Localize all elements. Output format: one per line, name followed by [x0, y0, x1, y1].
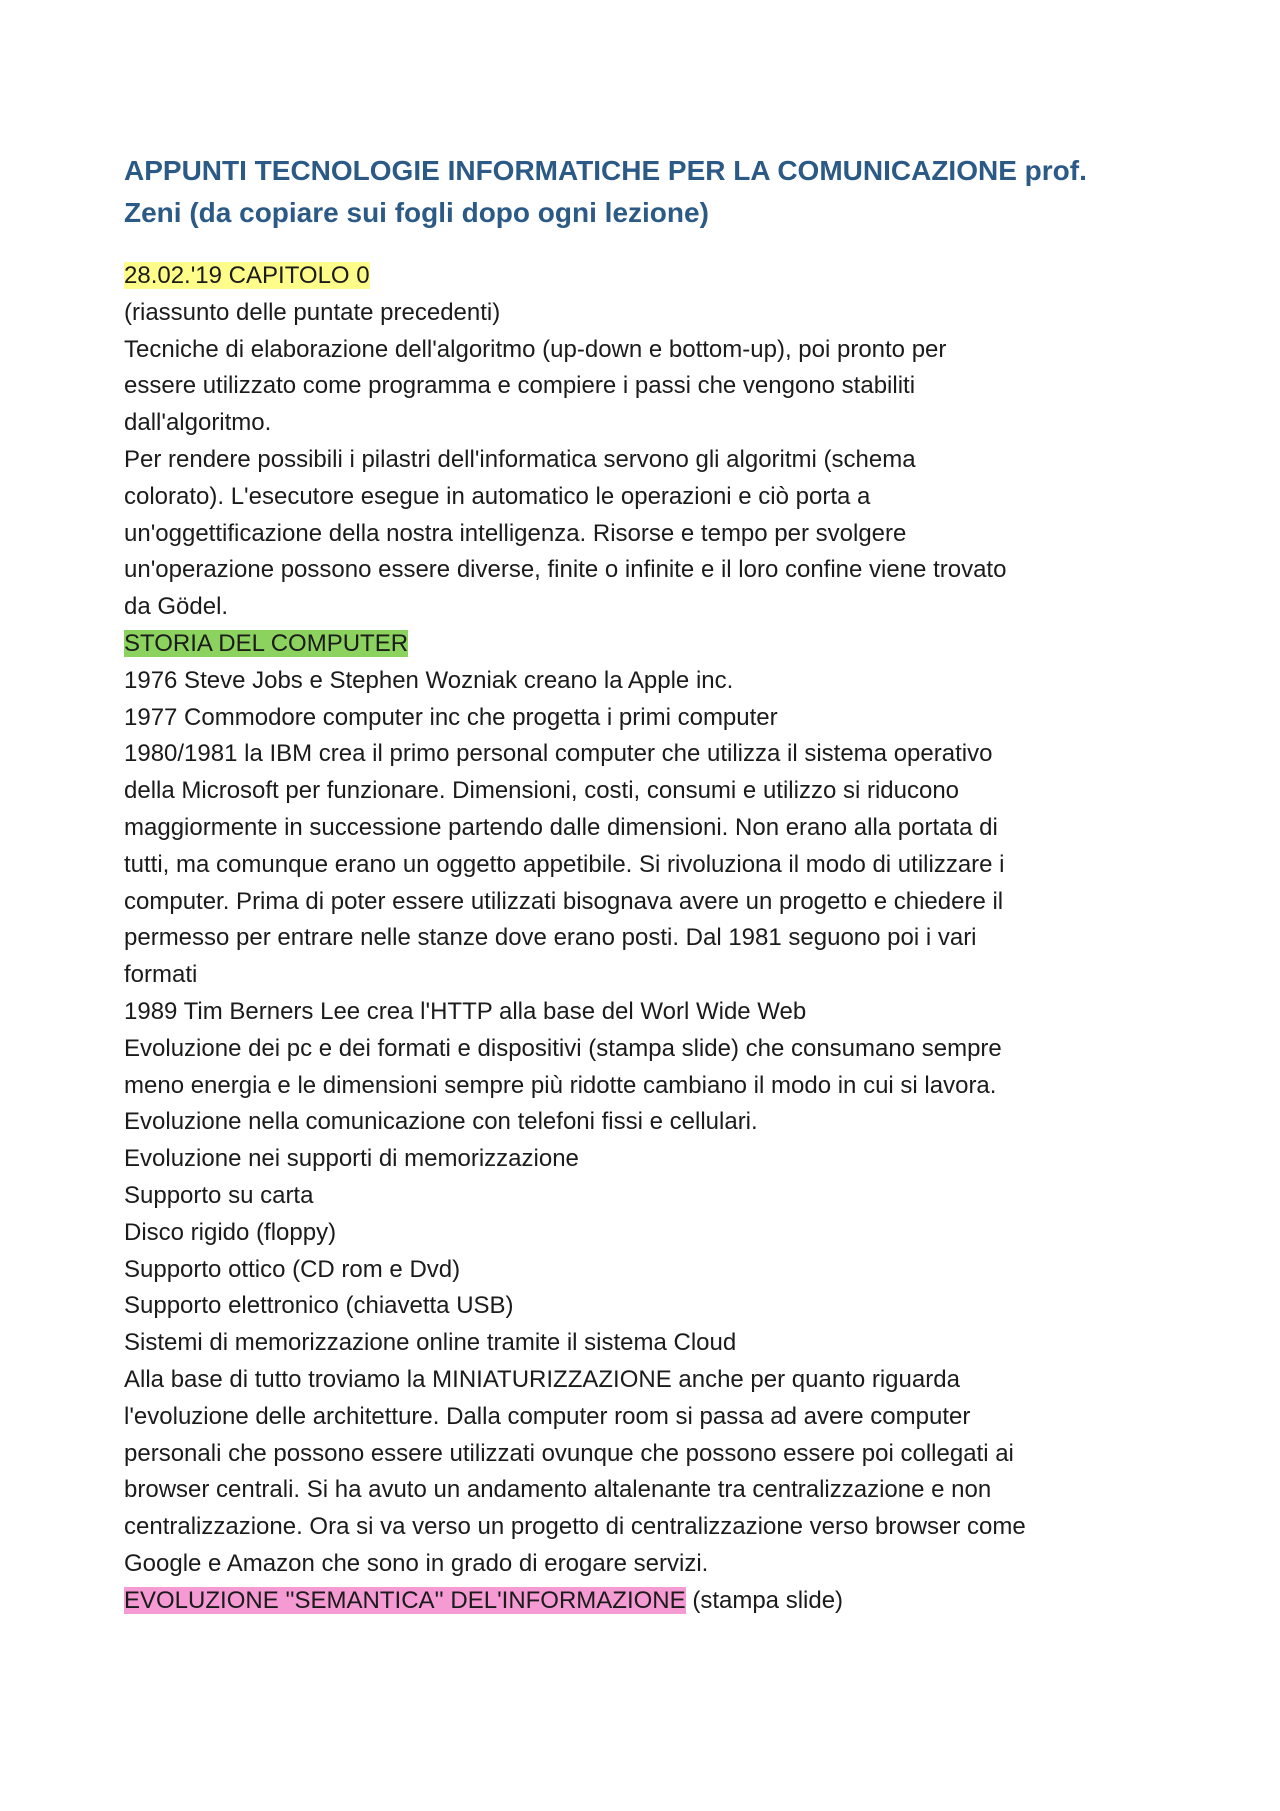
text-line: meno energia e le dimensioni sempre più ridotte cambiano il modo in cui si lavora.: [124, 1071, 997, 1099]
history-paragraph: [124, 663, 1164, 1583]
text-line: un'operazione possono essere diverse, finite o infinite e il loro confine viene trovato: [124, 556, 1007, 584]
text-line: essere utilizzato come programma e compiere i passi che vengono stabiliti: [124, 372, 916, 400]
text-line: maggiormente in successione partendo dalle dimensioni. Non erano alla portata di: [124, 813, 998, 841]
title-line: APPUNTI TECNOLOGIE INFORMATICHE PER LA COMUNICAZIONE prof.: [124, 155, 1087, 186]
text-line: formati: [124, 961, 198, 989]
text-line: Evoluzione nei supporti di memorizzazione: [124, 1145, 579, 1173]
semantic-heading-highlight: EVOLUZIONE ''SEMANTICA'' DEL'INFORMAZIONE: [124, 1586, 686, 1614]
text-line: dall'algoritmo.: [124, 409, 272, 437]
text-line: personali che possono essere utilizzati ovunque che possono essere poi collegati ai: [124, 1439, 1014, 1467]
section-date-line: [124, 258, 1164, 295]
text-line: da Gödel.: [124, 593, 229, 621]
text-line: Sistemi di memorizzazione online tramite il sistema Cloud: [124, 1329, 737, 1357]
text-line: Supporto ottico (CD rom e Dvd): [124, 1255, 461, 1283]
text-line: 1989 Tim Berners Lee crea l'HTTP alla base del Worl Wide Web: [124, 997, 807, 1025]
text-line: Supporto elettronico (chiavetta USB): [124, 1292, 514, 1320]
text-line: Alla base di tutto troviamo la MINIATURIZZAZIONE anche per quanto riguarda: [124, 1365, 960, 1393]
history-heading-line: [124, 626, 1164, 663]
title-line: Zeni (da copiare sui fogli dopo ogni lezione): [124, 197, 709, 228]
text-line: 1980/1981 la IBM crea il primo personal computer che utilizza il sistema operativo: [124, 740, 993, 768]
intro-paragraph: [124, 295, 1164, 626]
text-line: Evoluzione nella comunicazione con telefoni fissi e cellulari.: [124, 1108, 758, 1136]
text-line: della Microsoft per funzionare. Dimensioni, costi, consumi e utilizzo si riducono: [124, 777, 960, 805]
text-line: Supporto su carta: [124, 1181, 314, 1209]
text-line: l'evoluzione delle architetture. Dalla computer room si passa ad avere computer: [124, 1402, 971, 1430]
semantic-heading-suffix: (stampa slide): [685, 1586, 844, 1614]
text-line: Per rendere possibili i pilastri dell'informatica servono gli algoritmi (schema: [124, 445, 916, 473]
text-line: 1976 Steve Jobs e Stephen Wozniak creano la Apple inc.: [124, 666, 734, 694]
text-line: (riassunto delle puntate precedenti): [124, 298, 501, 326]
text-line: Tecniche di elaborazione dell'algoritmo (up-down e bottom-up), poi pronto per: [124, 335, 947, 363]
text-line: 1977 Commodore computer inc che progetta i primi computer: [124, 703, 778, 731]
text-line: colorato). L'esecutore esegue in automatico le operazioni e ciò porta a: [124, 482, 871, 510]
document-body: [124, 258, 1164, 1619]
document-page: [124, 150, 1164, 1619]
section-date-highlight: 28.02.'19 CAPITOLO 0: [124, 262, 370, 289]
text-line: computer. Prima di poter essere utilizzati bisognava avere un progetto e chiedere il: [124, 887, 1004, 915]
text-line: tutti, ma comunque erano un oggetto appetibile. Si rivoluziona il modo di utilizzare i: [124, 850, 1005, 878]
text-line: Google e Amazon che sono in grado di erogare servizi.: [124, 1549, 709, 1577]
semantic-heading-line: [124, 1583, 1164, 1620]
text-line: Evoluzione dei pc e dei formati e dispositivi (stampa slide) che consumano sempre: [124, 1034, 1002, 1062]
text-line: Disco rigido (floppy): [124, 1218, 337, 1246]
text-line: permesso per entrare nelle stanze dove erano posti. Dal 1981 seguono poi i vari: [124, 924, 977, 952]
text-line: browser centrali. Si ha avuto un andamento altalenante tra centralizzazione e non: [124, 1476, 992, 1504]
text-line: centralizzazione. Ora si va verso un progetto di centralizzazione verso browser come: [124, 1513, 1026, 1541]
document-title: [124, 150, 1164, 234]
history-heading-highlight: STORIA DEL COMPUTER: [124, 629, 409, 657]
text-line: un'oggettificazione della nostra intelligenza. Risorse e tempo per svolgere: [124, 519, 907, 547]
